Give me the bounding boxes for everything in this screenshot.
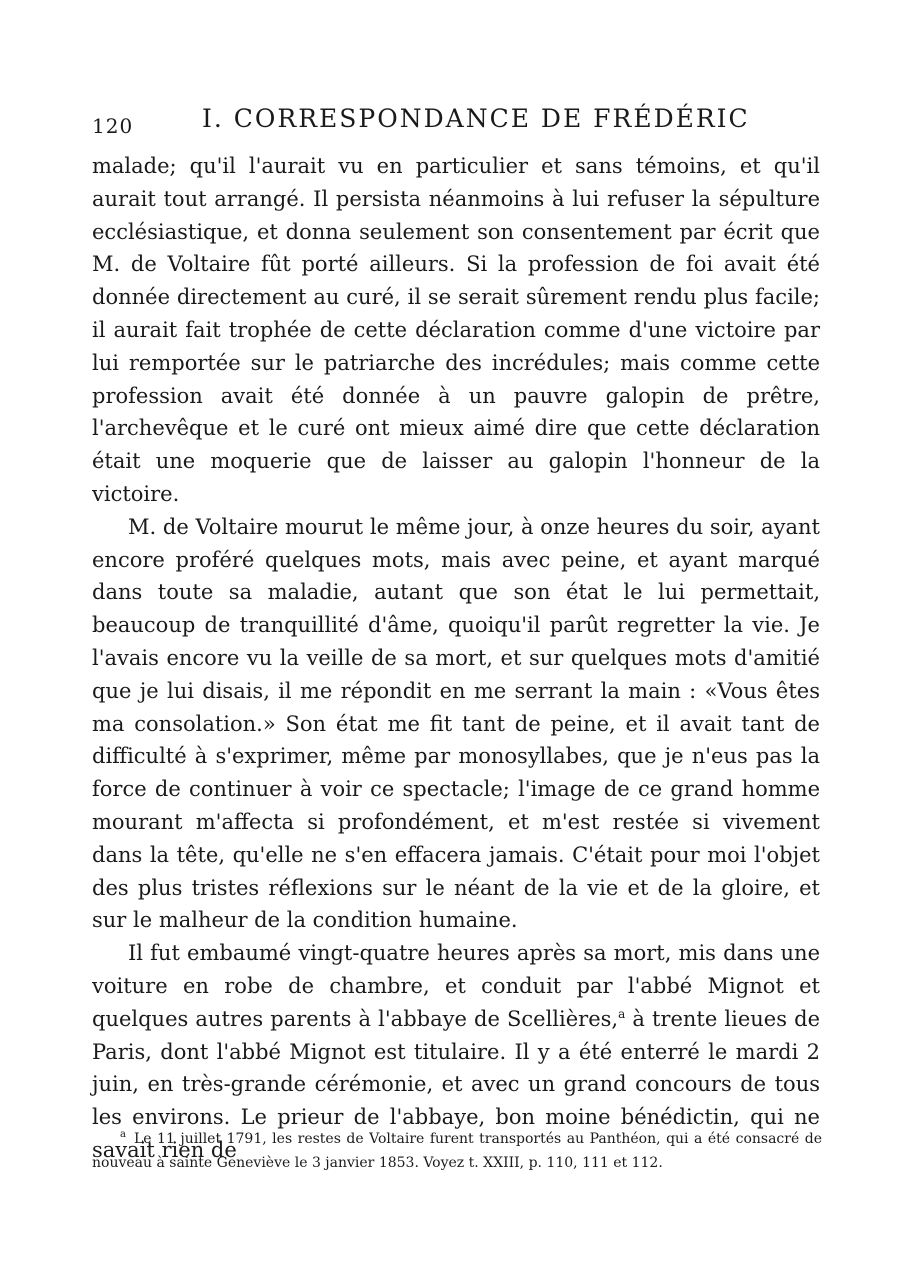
footnote-letter: a bbox=[120, 1129, 126, 1141]
footnote-reference[interactable]: a bbox=[618, 1006, 626, 1021]
paragraph-2: M. de Voltaire mourut le même jour, à onze heures du soir, ayant encore proféré quelques mots, mais avec peine, et ayant marqué dans toute sa maladie, autant que son état le lui permettait, beaucoup de tranquillité d'âme, quoiqu'il parût regretter la vie. Je l'avais encore vu la veille de sa mort, et sur quelques mots d'amitié que je lui disais, il me répondit en me serrant la main : «Vous êtes ma consolation.» Son état me fit tant de peine, et il avait tant de difficulté à s'exprimer, même par monosyllabes, que je n'eus pas la force de continuer à voir ce spectacle; l'image de ce grand homme mourant m'affecta si profondément, et m'est restée si vivement dans la tête, qu'elle ne s'en effacera jamais. C'était pour moi l'objet des plus tristes réflexions sur le néant de la vie et de la gloire, et sur le malheur de la condition humaine. bbox=[92, 514, 820, 933]
page-number: 120 bbox=[92, 114, 134, 138]
footnote-text: Le 11 juillet 1791, les restes de Voltaire furent transportés au Panthéon, qui a été consacré de nouveau à sainte Geneviève le 3 janvier 1853. Voyez t. XXIII, p. 110, 111 et 112. bbox=[92, 1131, 822, 1171]
paragraph-1: malade; qu'il l'aurait vu en particulier et sans témoins, et qu'il aurait tout arrangé. Il persista néanmoins à lui refuser la sépulture ecclésiastique, et donna seulement son consentement par écrit que M. de Voltaire fût porté ailleurs. Si la profession de foi avait été donnée directement au curé, il se serait sûrement rendu plus facile; il aurait fait trophée de cette déclaration comme d'une victoire par lui remportée sur le patriarche des incrédules; mais comme cette profession avait été donnée à un pauvre galopin de prêtre, l'archevêque et le curé ont mieux aimé dire que cette déclaration était une moquerie que de laisser au galopin l'honneur de la victoire. bbox=[92, 154, 820, 506]
paragraph-3-text-b: à trente lieues de Paris, dont l'abbé Mignot est titulaire. Il y a été enterré le mardi 2 juin, en très-grande cérémonie, et avec un grand concours de tous les environs. Le prieur de l'abbaye, bon moine bénédictin, qui ne savait rien de bbox=[92, 1006, 820, 1162]
footnote bbox=[92, 1127, 822, 1175]
running-head bbox=[92, 104, 812, 144]
body-text bbox=[92, 150, 820, 1167]
paragraph-3-text-a: Il fut embaumé vingt-quatre heures après sa mort, mis dans une voiture en robe de chambre, et conduit par l'abbé Mignot et quelques autres parents à l'abbaye de Scellières, bbox=[92, 941, 820, 1031]
running-title: I. CORRESPONDANCE DE FRÉDÉRIC bbox=[202, 104, 750, 133]
